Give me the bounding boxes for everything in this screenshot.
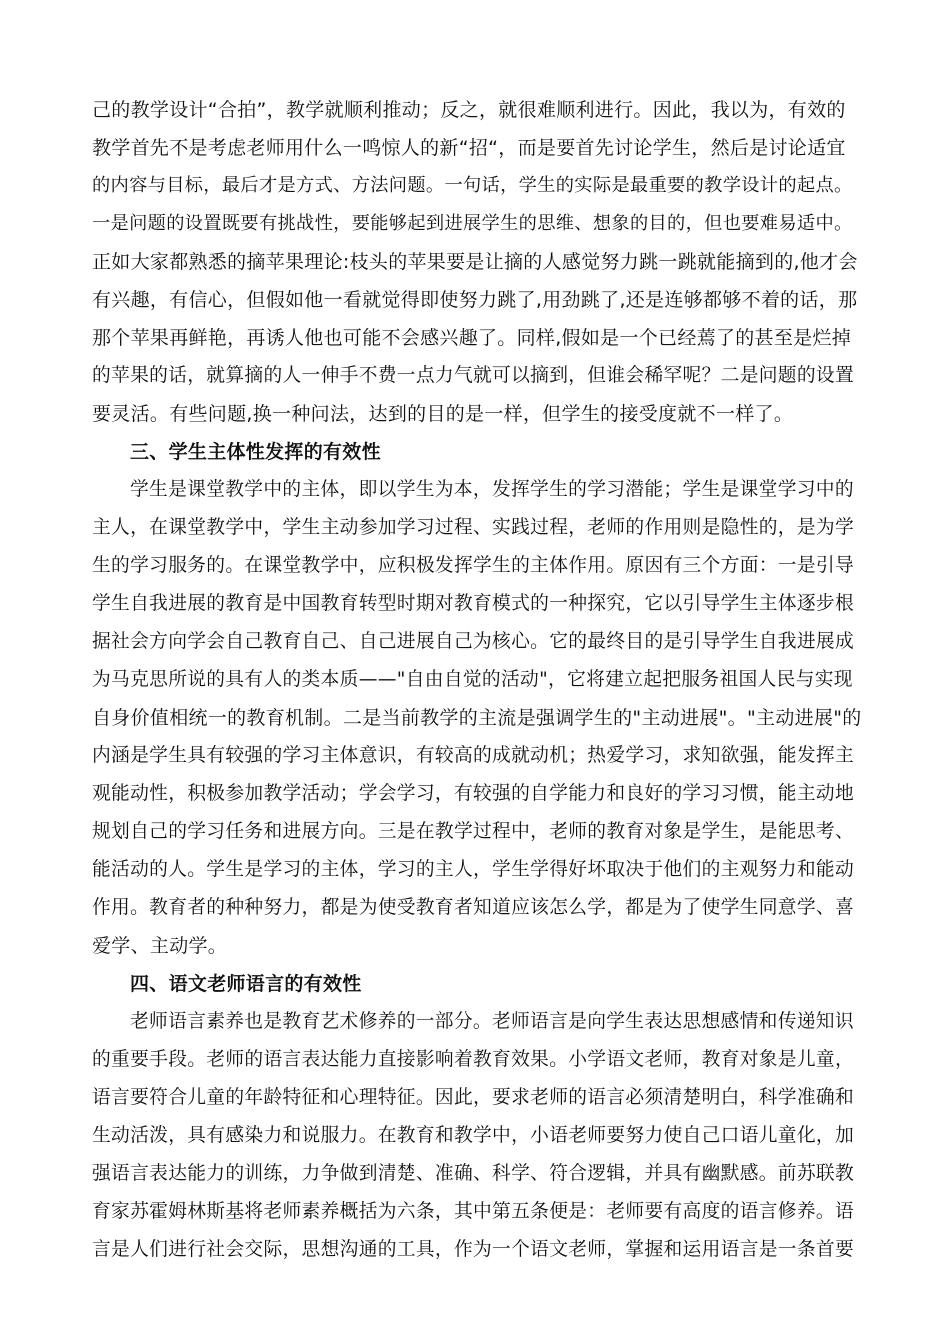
paragraph-line: 己的教学设计“合拍”，教学就顺利推动；反之，就很难顺利进行。因此，我以为，有效的	[92, 99, 846, 121]
paragraph-line: 有兴趣，有信心，但假如他一看就觉得即使努力跳了,用劲跳了,还是连够都够不着的话，那	[92, 289, 858, 311]
paragraph-line: 那个苹果再鲜艳，再诱人他也可能不会感兴趣了。同样,假如是一个已经蔫了的甚至是烂掉	[92, 327, 852, 349]
paragraph-line: 生动活泼，具有感染力和说服力。在教育和教学中，小语老师要努力使自己口语儿童化，加	[92, 1125, 854, 1146]
paragraph-line: 要灵活。有些问题,换一种问法，达到的目的是一样，但学生的接受度就不一样了。	[92, 403, 794, 425]
paragraph-line: 的重要手段。老师的语言表达能力直接影响着教育效果。小学语文老师，教育对象是儿童，	[92, 1049, 854, 1070]
paragraph-line: 作用。教育者的种种努力，都是为使受教育者知道应该怎么学，都是为了使学生同意学、喜	[92, 897, 854, 918]
section-heading: 三、学生主体性发挥的有效性	[130, 441, 381, 463]
paragraph-line: 言是人们进行社会交际，思想沟通的工具，作为一个语文老师，掌握和运用语言是一条首要	[92, 1239, 854, 1260]
paragraph-line: 的苹果的话，就算摘的人一伸手不费一点力气就可以摘到，但谁会稀罕呢？二是问题的设置	[92, 365, 854, 386]
paragraph-line: 观能动性，积极参加教学活动；学会学习，有较强的自学能力和良好的学习习惯，能主动地	[92, 783, 854, 804]
paragraph-line: 主人，在课堂教学中，学生主动参加学习过程、实践过程，老师的作用则是隐性的，是为学	[92, 517, 854, 538]
paragraph-line: 学生自我进展的教育是中国教育转型时期对教育模式的一种探究，它以引导学生主体逐步根	[92, 593, 854, 614]
paragraph-line: 内涵是学生具有较强的学习主体意识，有较高的成就动机；热爱学习，求知欲强，能发挥主	[92, 745, 854, 766]
paragraph-line: 为马克思所说的具有人的类本质——"自由自觉的活动"，它将建立起把服务祖国人民与实现	[92, 669, 853, 690]
paragraph-line: 规划自己的学习任务和进展方向。三是在教学过程中，老师的教育对象是学生，是能思考、	[92, 821, 854, 842]
paragraph-line: 能活动的人。学生是学习的主体，学习的主人，学生学得好坏取决于他们的主观努力和能动	[92, 859, 854, 880]
paragraph-line: 据社会方向学会自己教育自己、自己进展自己为核心。它的最终目的是引导学生自我进展成	[92, 631, 854, 652]
paragraph-line: 教学首先不是考虑老师用什么一鸣惊人的新“招“，而是要首先讨论学生，然后是讨论适宜	[92, 137, 846, 159]
paragraph-line: 育家苏霍姆林斯基将老师素养概括为六条，其中第五条便是：老师要有高度的语言修养。语	[92, 1201, 854, 1222]
paragraph-line: 强语言表达能力的训练，力争做到清楚、准确、科学、符合逻辑，并具有幽默感。前苏联教	[92, 1163, 854, 1184]
paragraph-line: 自身价值相统一的教育机制。二是当前教学的主流是强调学生的"主动进展"。"主动进展"的	[92, 707, 862, 729]
paragraph-line: 老师语言素养也是教育艺术修养的一部分。老师语言是向学生表达思想感情和传递知识	[130, 1011, 854, 1032]
paragraph-line: 语言要符合儿童的年龄特征和心理特征。因此，要求老师的语言必须清楚明白，科学准确和	[92, 1087, 854, 1108]
paragraph-line: 的内容与目标，最后才是方式、方法问题。一句话，学生的实际是最重要的教学设计的起点。	[92, 175, 853, 196]
paragraph-line: 一是问题的设置既要有挑战性，要能够起到进展学生的思维、想象的目的，但也要难易适中。	[92, 213, 853, 234]
paragraph-line: 生的学习服务的。在课堂教学中，应积极发挥学生的主体作用。原因有三个方面：一是引导	[92, 555, 854, 576]
paragraph-line: 爱学、主动学。	[92, 935, 228, 957]
section-heading: 四、语文老师语言的有效性	[130, 973, 362, 995]
paragraph-line: 学生是课堂教学中的主体，即以学生为本，发挥学生的学习潜能；学生是课堂学习中的	[130, 479, 854, 500]
paragraph-line: 正如大家都熟悉的摘苹果理论:枝头的苹果要是让摘的人感觉努力跳一跳就能摘到的,他才会	[92, 251, 858, 273]
